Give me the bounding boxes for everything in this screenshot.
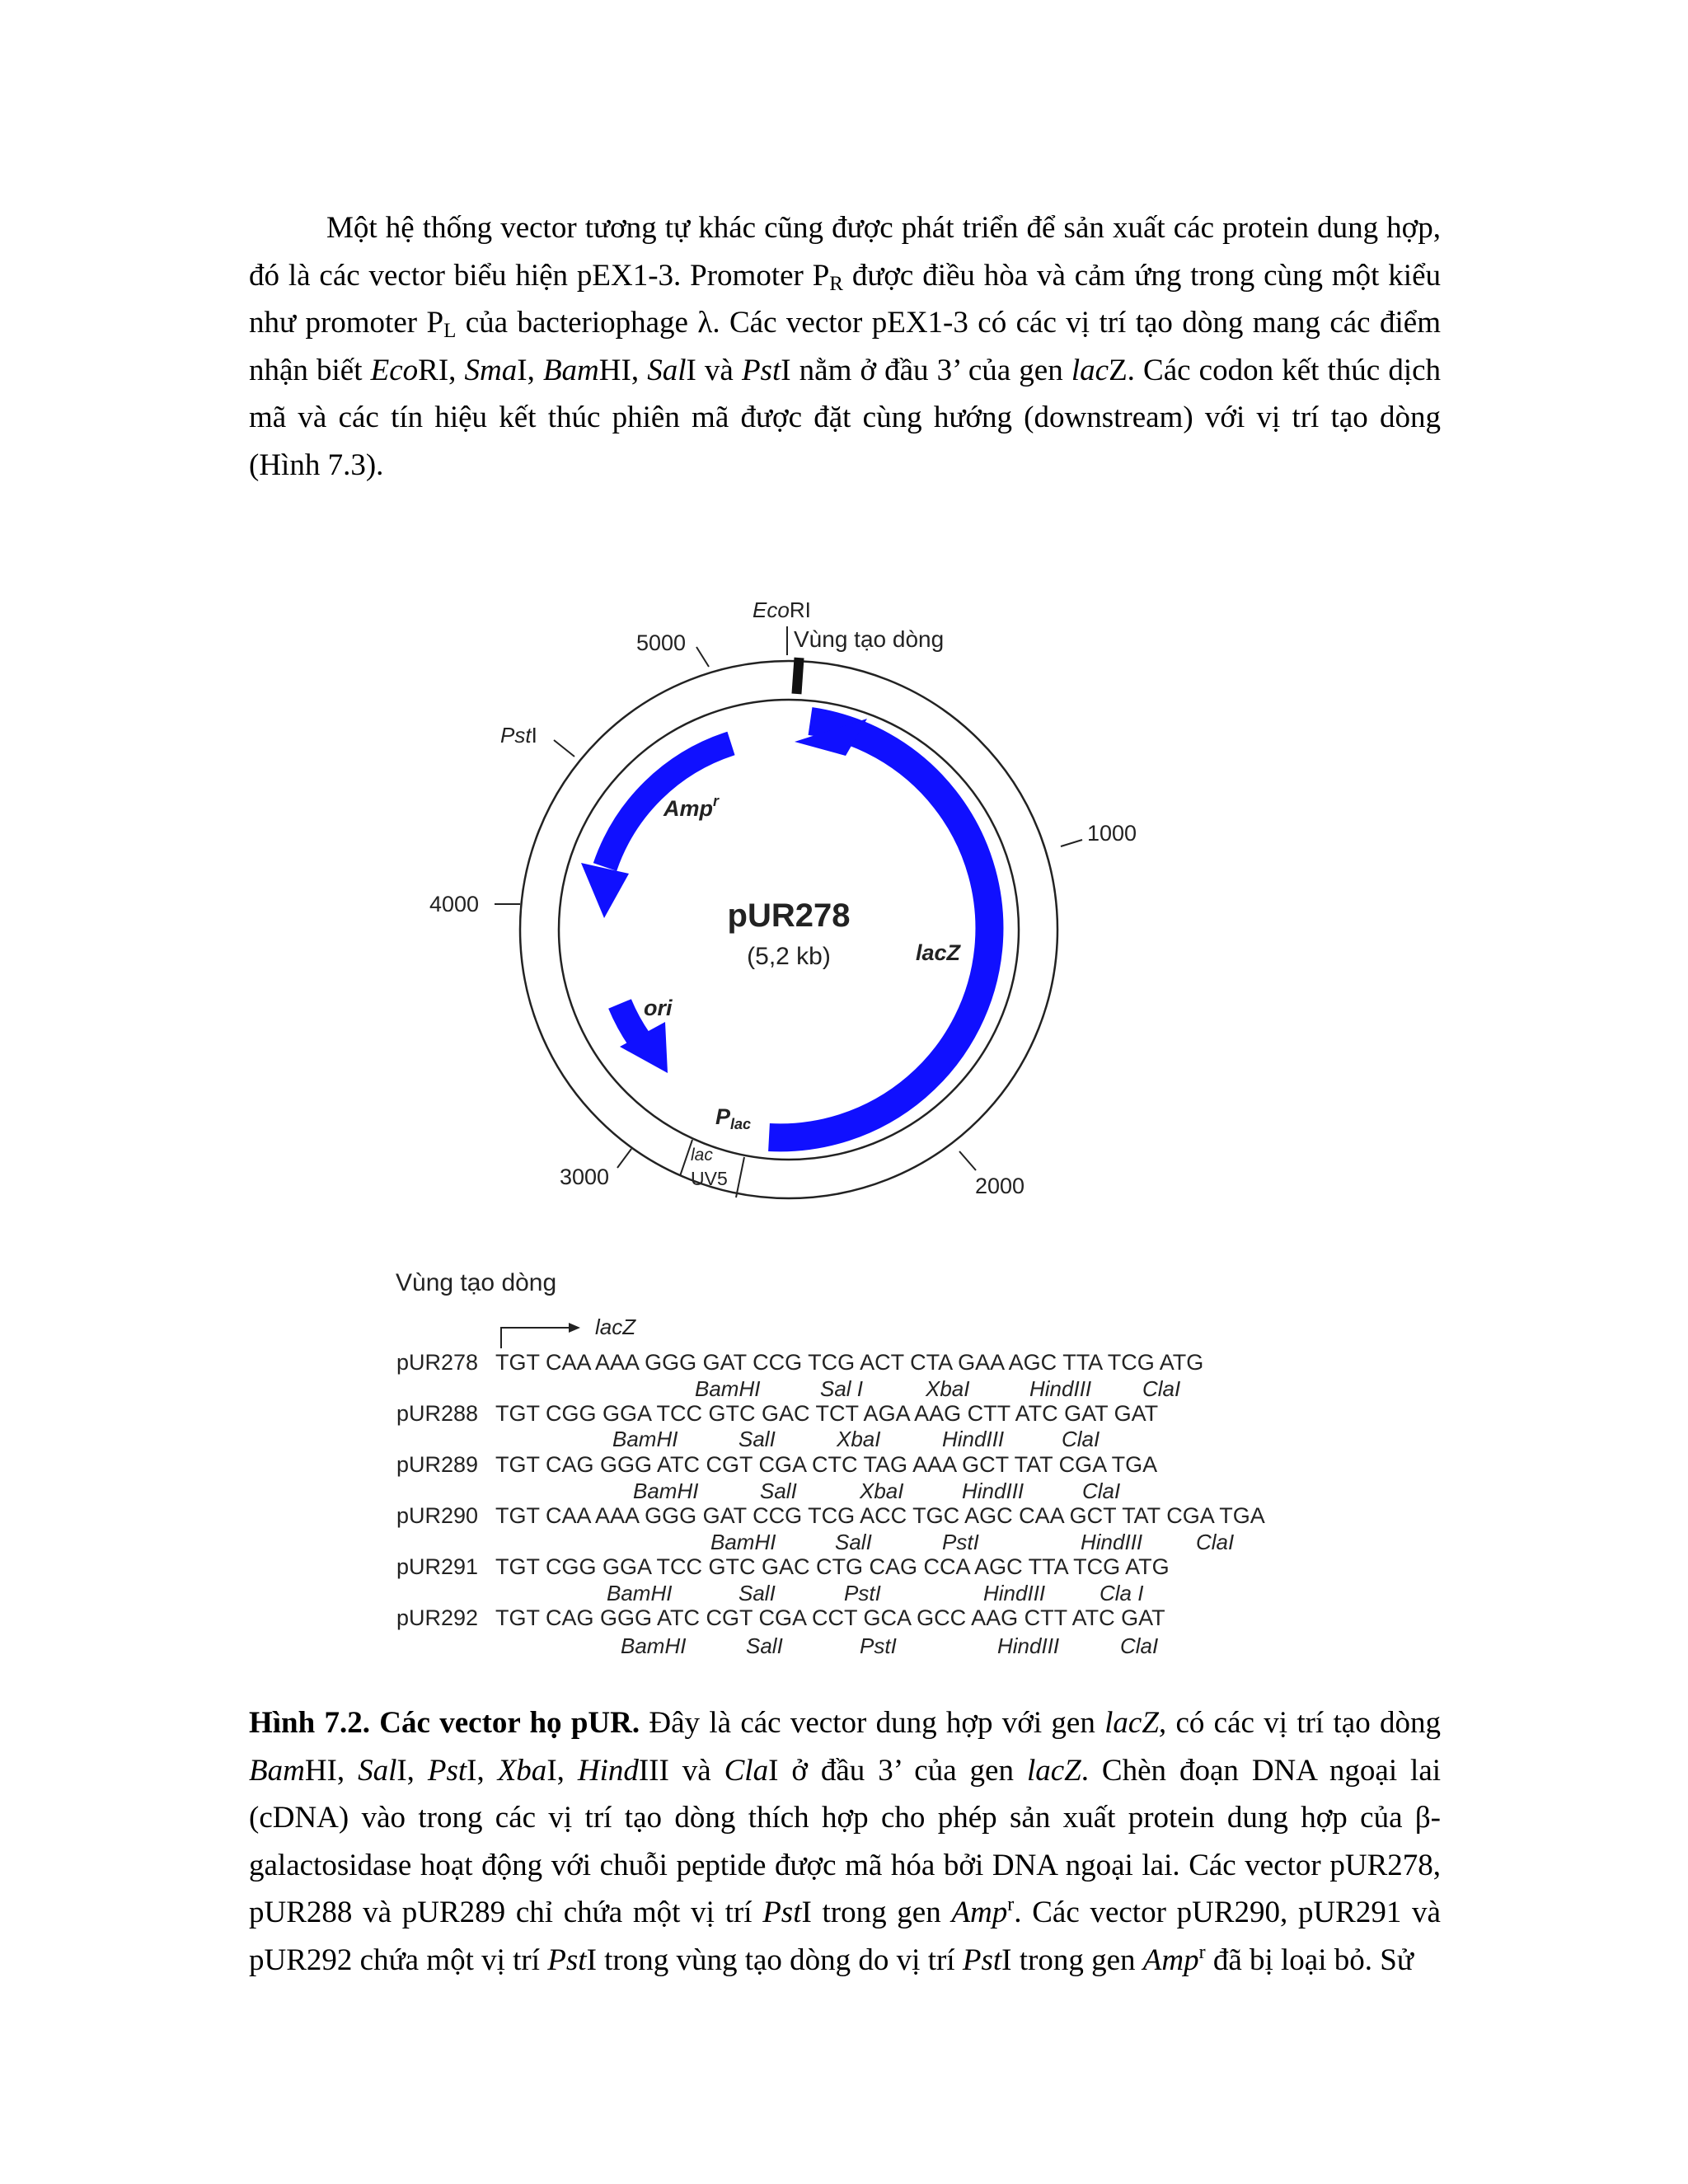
site-pur288-xbai: XbaI (837, 1427, 881, 1451)
sequence-pur278: TGT CAA AAA GGG GAT CCG TCG ACT CTA GAA AGC TTA TCG ATG (495, 1350, 1204, 1375)
site-pur288-bamhi: BamHI (612, 1427, 678, 1451)
site-pur290-psti: PstI (942, 1530, 979, 1554)
site-pur292-sali: SalI (746, 1633, 783, 1658)
site-pur278-hindiii: HindIII (1029, 1376, 1092, 1401)
site-pur289-xbai: XbaI (860, 1479, 904, 1503)
psti-label: PstI (500, 723, 537, 748)
vector-name-pur278: pUR278 (396, 1350, 479, 1375)
plasmid-name: pUR278 (727, 898, 851, 934)
sequence-panel-title: Vùng tạo dòng (396, 1269, 557, 1296)
site-pur292-clai: ClaI (1120, 1633, 1159, 1658)
tick-label-1000: 1000 (1087, 821, 1137, 846)
sequence-pur288: TGT CGG GGA TCC GTC GAC TCT AGA AAG CTT ATC GAT GAT (495, 1401, 1159, 1426)
site-pur278-clai: ClaI (1142, 1376, 1181, 1401)
transcription-start-arrow (501, 1328, 569, 1348)
cloning-region-label: Vùng tạo dòng (794, 626, 945, 652)
vector-name-pur291: pUR291 (396, 1554, 479, 1579)
psti-site-tick (554, 740, 574, 757)
ampr-arrowhead (581, 863, 629, 918)
site-pur290-bamhi: BamHI (710, 1530, 776, 1554)
lac-label: lac (691, 1146, 713, 1165)
tick-label-2000: 2000 (975, 1174, 1025, 1198)
vector-name-pur292: pUR292 (396, 1605, 479, 1630)
ori-arrow (620, 1004, 640, 1040)
plac-label: $P_{lac}$ (715, 1104, 752, 1132)
site-pur289-hindiii: HindIII (962, 1479, 1025, 1503)
lacuv5-boundary-right (736, 1157, 744, 1197)
site-pur291-sali: SalI (738, 1581, 776, 1605)
caption-label: Hình 7.2. Các vector họ pUR. (249, 1706, 640, 1740)
figure-caption: Hình 7.2. Các vector họ pUR. Đây là các vector dung hợp với gen lacZ, có các vị trí tạo dòng BamHI, SalI, PstI, XbaI, HindIII và ClaI ở đầu 3’ của gen lacZ. Chèn đoạn DNA ngoại lai (cDNA) vào trong các vị trí tạo dòng thích hợp cho phép sản xuất protein dung hợp của β-galactosidase hoạt động với chuỗi peptide được mã hóa bởi DNA ngoại lai. Các vector pUR278, pUR288 và pUR289 chỉ chứa một vị trí PstI trong gen Amp$^r$. Các vector pUR290, pUR291 và pUR292 chứa một vị trí PstI trong vùng tạo dòng do vị trí PstI trong gen Amp$^r$ đã bị loại bỏ. Sử (249, 1706, 1442, 1977)
sequence-pur289: TGT CAG GGG ATC CGT CGA CTC TAG AAA GCT TAT CGA TGA (495, 1452, 1158, 1477)
ecori-label: EcoRI (753, 598, 811, 622)
site-pur291-bamhi: BamHI (607, 1581, 673, 1605)
site-pur289-bamhi: BamHI (633, 1479, 699, 1503)
tick-label-5000: 5000 (636, 630, 687, 655)
site-pur290-hindiii: HindIII (1081, 1530, 1143, 1554)
sequence-pur291: TGT CGG GGA TCC GTC GAC CTG CAG CCA AGC TTA TCG ATG (495, 1554, 1170, 1579)
site-pur289-sali: SalI (760, 1479, 797, 1503)
site-pur289-clai: ClaI (1082, 1479, 1121, 1503)
tick-label-4000: 4000 (429, 892, 480, 916)
site-pur291-psti: PstI (844, 1581, 881, 1605)
vector-name-pur290: pUR290 (396, 1503, 479, 1528)
ecori-site-marker (791, 658, 804, 695)
uv5-label: UV5 (691, 1168, 728, 1189)
site-pur288-sali: SalI (738, 1427, 776, 1451)
intro-paragraph: Một hệ thống vector tương tự khác cũng được phát triển để sản xuất các protein dung hợp, đó là các vector biểu hiện pEX1-3. Promoter $P_R$ được điều hòa và cảm ứng trong cùng một kiểu như promoter $P_L$ của bacteriophage λ. Các vector pEX1-3 có các vị trí tạo dòng mang các điểm nhận biết EcoRI, SmaI, BamHI, SalI và PstI nằm ở đầu 3’ của gen lacZ. Các codon kết thúc dịch mã và các tín hiệu kết thúc phiên mã được đặt cùng hướng (downstream) với vị trí tạo dòng (Hình 7.3). (249, 211, 1442, 482)
site-pur288-clai: ClaI (1062, 1427, 1100, 1451)
sequence-pur292: TGT CAG GGG ATC CGT CGA CCT GCA GCC AAG CTT ATC GAT (495, 1605, 1165, 1630)
site-pur291-hindiii: HindIII (983, 1581, 1046, 1605)
tick-5000 (696, 647, 709, 667)
lacz-label: lacZ (916, 940, 961, 965)
tick-2000 (959, 1151, 976, 1170)
site-pur278-bamhi: BamHI (695, 1376, 761, 1401)
site-pur291-clai: Cla I (1100, 1581, 1144, 1605)
sequence-lacz-label: lacZ (595, 1315, 636, 1339)
tick-3000 (617, 1149, 631, 1168)
vector-name-pur288: pUR288 (396, 1401, 479, 1426)
site-pur292-hindiii: HindIII (997, 1633, 1060, 1658)
site-pur292-psti: PstI (860, 1633, 897, 1658)
site-pur278-sali: Sal I (820, 1376, 864, 1401)
site-pur278-xbai: XbaI (926, 1376, 970, 1401)
tick-1000 (1061, 840, 1082, 846)
ampr-label: Amp$^r$ (663, 793, 720, 821)
transcription-arrowhead (569, 1323, 580, 1333)
sequence-pur290: TGT CAA AAA GGG GAT CCG TCG ACC TGC AGC CAA GCT TAT CGA TGA (495, 1503, 1265, 1528)
site-pur290-clai: ClaI (1196, 1530, 1235, 1554)
vector-name-pur289: pUR289 (396, 1452, 479, 1477)
ori-label: ori (644, 996, 673, 1020)
site-pur290-sali: SalI (835, 1530, 872, 1554)
site-pur288-hindiii: HindIII (942, 1427, 1005, 1451)
plasmid-size: (5,2 kb) (747, 943, 831, 970)
site-pur292-bamhi: BamHI (621, 1633, 687, 1658)
tick-label-3000: 3000 (560, 1165, 610, 1189)
